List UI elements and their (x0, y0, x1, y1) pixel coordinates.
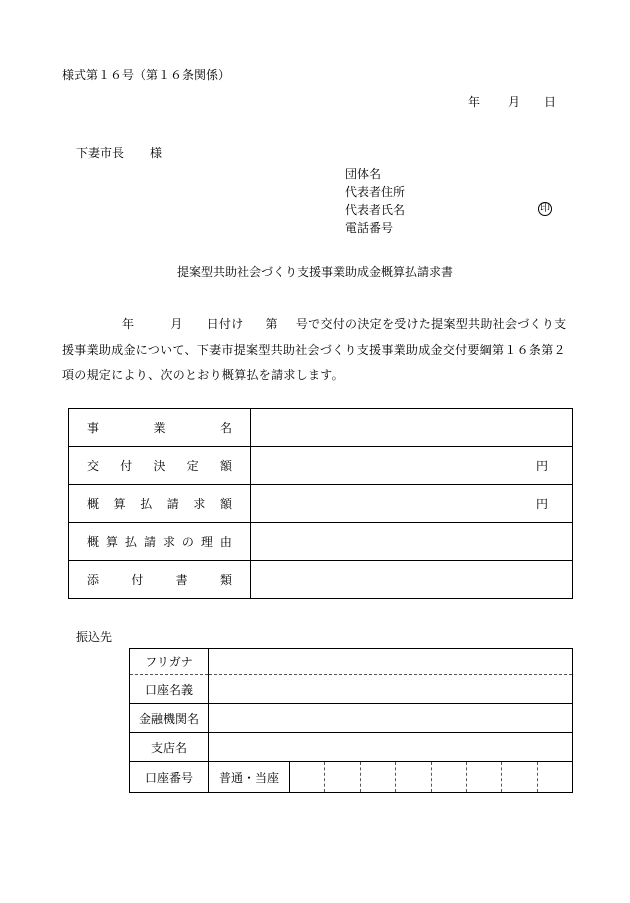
label-char: 求 (162, 535, 175, 549)
account-digit-field[interactable] (538, 762, 572, 792)
institution-field[interactable] (209, 704, 573, 733)
applicant-address-label: 代表者住所 (345, 185, 406, 199)
label-char: 請 (143, 535, 156, 549)
label-char: 定 (186, 459, 199, 473)
addressee-name: 下妻市長 (76, 146, 125, 160)
label-chars (69, 495, 250, 512)
form-identifier: 様式第１６号（第１６条関係） (62, 68, 231, 82)
label-chars (69, 571, 250, 588)
label-char: 額 (219, 497, 232, 511)
row-label (69, 409, 251, 447)
label-chars (69, 457, 250, 474)
date-year-label: 年 (468, 95, 481, 109)
applicant-phone-label: 電話番号 (345, 221, 394, 235)
table-row (130, 704, 573, 733)
label-char: 請 (166, 497, 179, 511)
body-year: 年 (122, 317, 135, 331)
addressee-honorific: 様 (150, 146, 163, 160)
account-digit-field[interactable] (290, 762, 325, 792)
row-label (69, 561, 251, 599)
label-char: 書 (175, 573, 188, 587)
account-number-label: 口座番号 (130, 762, 209, 793)
label-char: 求 (193, 497, 206, 511)
grant-decision-amount-field[interactable]: 円 (251, 447, 573, 485)
table-row (69, 523, 573, 561)
project-name-field[interactable] (251, 409, 573, 447)
label-char: 類 (219, 573, 232, 587)
table-row (130, 733, 573, 762)
addressee (76, 144, 162, 161)
body-number-prefix: 第 (265, 317, 278, 331)
label-char: 付 (131, 573, 144, 587)
body-paragraph (62, 312, 582, 389)
row-label (69, 523, 251, 561)
label-char: 添 (87, 573, 100, 587)
label-char: 付 (120, 459, 133, 473)
seal-icon: 印 (540, 203, 550, 214)
branch-field[interactable] (209, 733, 573, 762)
body-day-suffix: 日付け (206, 317, 244, 331)
label-chars (69, 419, 250, 436)
bank-table (129, 648, 573, 793)
account-digit-field[interactable] (361, 762, 396, 792)
body-line2: 援事業助成金について、下妻市提案型共助社会づくり支援事業助成金交付要綱第１６条第２ (62, 342, 566, 357)
furigana-field[interactable] (209, 649, 573, 675)
account-digit-field[interactable] (502, 762, 537, 792)
document-title: 提案型共助社会づくり支援事業助成金概算払請求書 (176, 265, 453, 279)
label-char: 名 (219, 421, 232, 435)
body-line3: 項の規定により、次のとおり概算払を請求します。 (62, 368, 344, 382)
table-row (130, 675, 573, 704)
transfer-destination-label: 振込先 (76, 630, 113, 644)
row-label (69, 485, 251, 523)
attached-documents-field[interactable] (251, 561, 573, 599)
label-chars (69, 533, 250, 550)
label-char: 事 (87, 421, 100, 435)
request-reason-field[interactable] (251, 523, 573, 561)
account-holder-label: 口座名義 (130, 675, 209, 704)
label-char: 由 (219, 535, 232, 549)
label-char: 概 (87, 497, 100, 511)
label-char: 算 (113, 497, 126, 511)
applicant-org-label: 団体名 (345, 167, 382, 181)
table-row (130, 649, 573, 675)
label-char: の (181, 535, 194, 549)
account-digit-field[interactable] (325, 762, 360, 792)
date-month-label: 月 (508, 95, 521, 109)
account-digit-field[interactable] (396, 762, 431, 792)
label-char: 交 (87, 459, 100, 473)
label-char: 業 (153, 421, 166, 435)
institution-label: 金融機関名 (130, 704, 209, 733)
account-digit-field[interactable] (467, 762, 502, 792)
label-char: 概 (87, 535, 100, 549)
row-label (69, 447, 251, 485)
account-holder-field[interactable] (209, 675, 573, 704)
table-row (130, 762, 573, 793)
account-number-cell (209, 762, 573, 793)
request-table (68, 408, 573, 599)
label-char: 払 (124, 535, 137, 549)
table-row (69, 409, 573, 447)
branch-label: 支店名 (130, 733, 209, 762)
body-line1: 号で交付の決定を受けた提案型共助社会づくり支 (295, 317, 567, 331)
account-digit-field[interactable] (432, 762, 467, 792)
label-char: 額 (219, 459, 232, 473)
label-char: 算 (105, 535, 118, 549)
advance-request-amount-field[interactable]: 円 (251, 485, 573, 523)
table-row (69, 561, 573, 599)
label-char: 払 (140, 497, 153, 511)
table-row (69, 447, 573, 485)
date-day-label: 日 (544, 95, 557, 109)
furigana-label: フリガナ (130, 649, 209, 675)
table-row (69, 485, 573, 523)
body-month: 月 (170, 317, 183, 331)
label-char: 決 (153, 459, 166, 473)
applicant-name-label: 代表者氏名 (345, 203, 406, 217)
account-type-label: 普通・当座 (209, 762, 290, 792)
label-char: 理 (200, 535, 213, 549)
account-digit-boxes (290, 762, 572, 792)
